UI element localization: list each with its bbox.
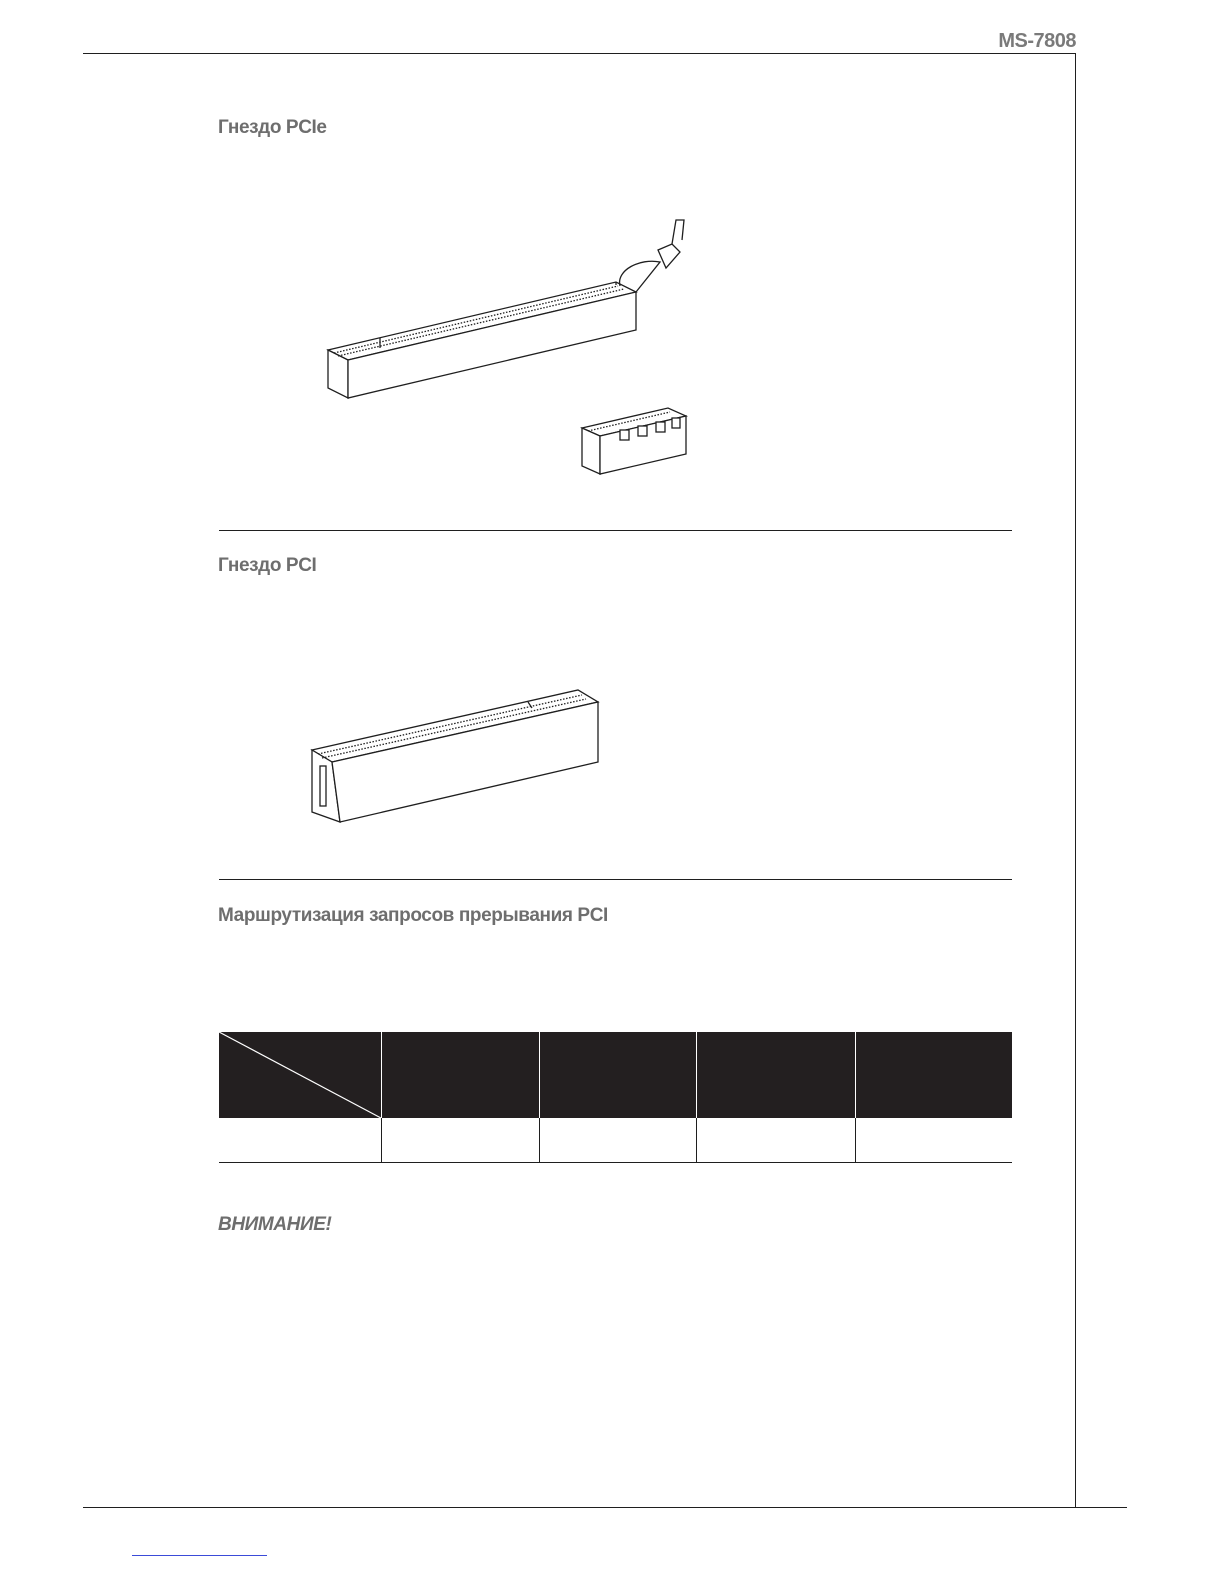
table-header-cell: [696, 1032, 855, 1118]
notice-heading: ВНИМАНИЕ!: [218, 1214, 332, 1235]
table-header-cell: [539, 1032, 696, 1118]
pci-slot-heading: Гнездо PCI: [218, 555, 317, 576]
footer-link-underline[interactable]: [132, 1555, 267, 1556]
pcie-x16-slot: [328, 220, 684, 398]
pci-slot-illustration: [300, 680, 610, 830]
table-header-cell: [381, 1032, 539, 1118]
table-cell: [539, 1118, 696, 1163]
irq-routing-table: [219, 1032, 1012, 1163]
irq-routing-heading: Маршрутизация запросов прерывания PCI: [218, 905, 608, 926]
section-divider: [219, 530, 1012, 531]
table-cell: [381, 1118, 539, 1163]
table-cell: [696, 1118, 855, 1163]
section-divider: [219, 879, 1012, 880]
table-header-row: [219, 1032, 1012, 1118]
header-rule: [83, 53, 1075, 54]
diagonal-divider: [219, 1032, 381, 1118]
pcie-slot-illustration: [320, 210, 700, 480]
table-corner-cell: [219, 1032, 381, 1118]
pcie-x1-slot: [582, 408, 686, 474]
model-number: MS-7808: [998, 30, 1076, 52]
table-cell: [219, 1118, 381, 1163]
table-header-cell: [855, 1032, 1012, 1118]
table-cell: [855, 1118, 1012, 1163]
pci-slot: [312, 690, 598, 822]
right-margin-rule: [1075, 53, 1076, 1507]
table-row: [219, 1118, 1012, 1163]
footer-rule: [83, 1507, 1127, 1508]
pcie-slot-heading: Гнездо PCIe: [218, 117, 327, 138]
